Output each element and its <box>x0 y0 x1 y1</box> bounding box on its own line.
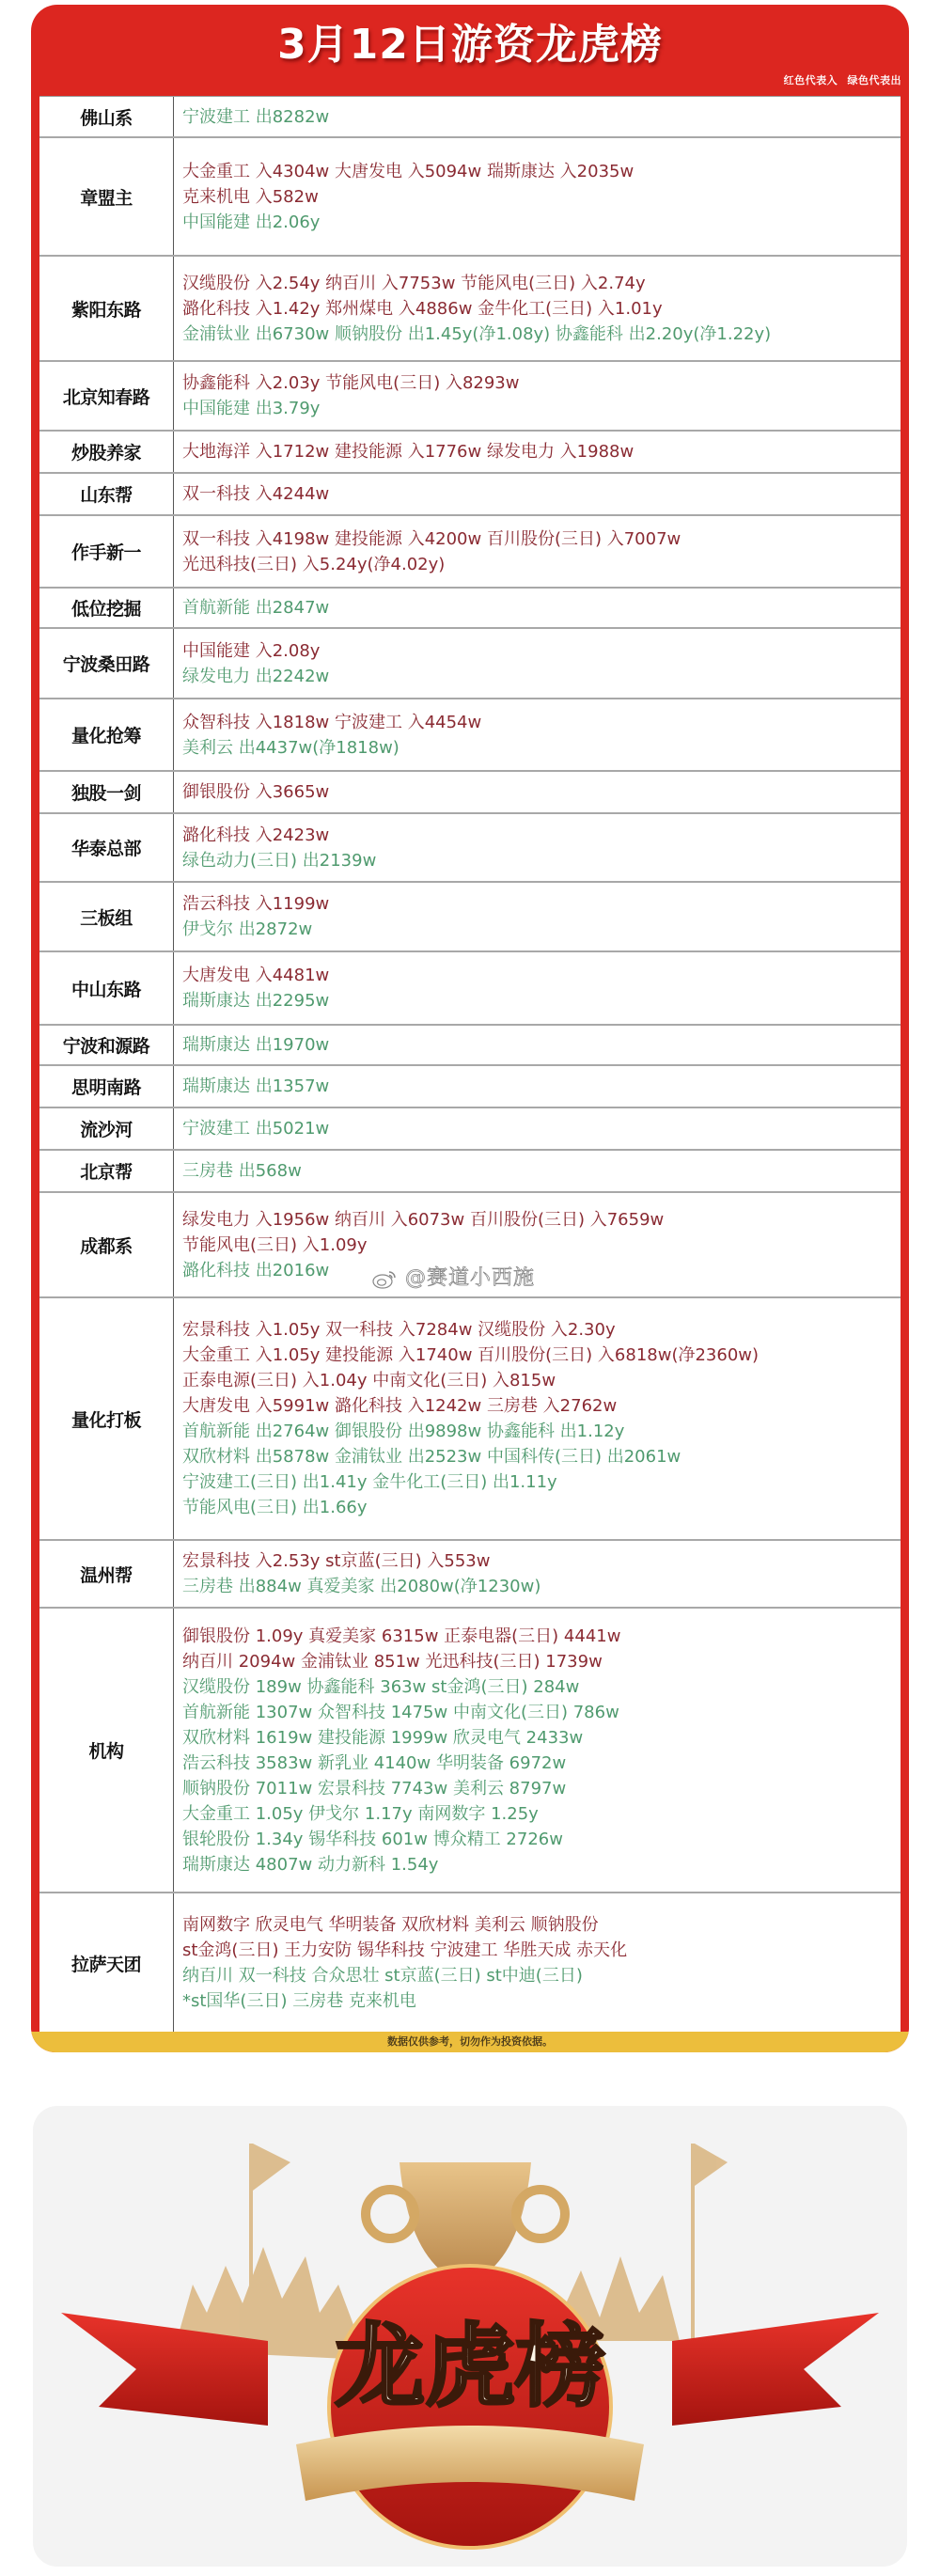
trader-group-label: 拉萨天团 <box>39 1893 174 2033</box>
sell-entry: 金浦钛业 出6730w 顺钠股份 出1.45y(净1.08y) 协鑫能科 出2.20y(净1.22y) <box>182 323 772 344</box>
sell-entry: 潞化科技 出2016w <box>182 1260 330 1280</box>
trade-list <box>174 883 901 950</box>
buy-entry: 大金重工 入4304w 大唐发电 入5094w 瑞斯康达 入2035w <box>182 161 634 181</box>
sell-entry: 绿发电力 出2242w <box>182 666 330 686</box>
buy-entry: 光迅科技(三日) 入5.24y(净4.02y) <box>182 554 446 574</box>
table-row <box>39 629 901 699</box>
sell-entry: 汉缆股份 189w 协鑫能科 363w st金鸿(三日) 284w <box>182 1676 580 1697</box>
trade-list <box>174 699 901 770</box>
sell-entry: 顺钠股份 7011w 宏景科技 7743w 美利云 8797w <box>182 1778 567 1798</box>
buy-entry: 节能风电(三日) 入1.09y <box>182 1234 368 1255</box>
table-row <box>39 699 901 772</box>
sell-entry: 节能风电(三日) 出1.66y <box>182 1498 368 1517</box>
buy-entry: 中国能建 入2.08y <box>182 640 321 661</box>
buy-entry: 潞化科技 入2423w <box>182 825 330 845</box>
trader-group-label: 华泰总部 <box>39 814 174 881</box>
trader-group-label: 思明南路 <box>39 1066 174 1107</box>
table-row <box>39 1066 901 1108</box>
table-row <box>39 1298 901 1541</box>
trade-list <box>174 1151 901 1191</box>
sell-entry: 浩云科技 3583w 新乳业 4140w 华明装备 6972w <box>182 1752 567 1773</box>
buy-entry: 纳百川 2094w 金浦钛业 851w 光迅科技(三日) 1739w <box>182 1651 603 1672</box>
trader-group-label: 山东帮 <box>39 474 174 514</box>
buy-entry: 宏景科技 入1.05y 双一科技 入7284w 汉缆股份 入2.30y <box>182 1320 616 1340</box>
trade-list <box>174 589 901 627</box>
sell-entry: 宁波建工(三日) 出1.41y 金牛化工(三日) 出1.11y <box>182 1472 557 1492</box>
trader-group-label: 机构 <box>39 1609 174 1892</box>
sell-entry: 首航新能 出2847w <box>182 598 330 618</box>
table-row <box>39 1541 901 1609</box>
buy-entry: 大唐发电 入4481w <box>182 966 330 985</box>
table-row <box>39 952 901 1026</box>
buy-entry: 大地海洋 入1712w 建投能源 入1776w 绿发电力 入1988w <box>182 442 634 462</box>
trader-group-label: 流沙河 <box>39 1108 174 1149</box>
trader-group-label: 紫阳东路 <box>39 257 174 360</box>
sell-entry: 双欣材料 1619w 建投能源 1999w 欣灵电气 2433w <box>182 1727 584 1748</box>
color-legend <box>784 72 901 87</box>
table-row <box>39 138 901 257</box>
table-row <box>39 1893 901 2034</box>
trader-table <box>39 96 901 2034</box>
trophy-ribbon-illustration <box>33 2106 907 2567</box>
trade-list <box>174 1541 901 1607</box>
trade-list <box>174 814 901 881</box>
buy-entry: 众智科技 入1818w 宁波建工 入4454w <box>182 712 482 732</box>
trade-list <box>174 432 901 472</box>
trader-group-label: 成都系 <box>39 1193 174 1296</box>
trade-list <box>174 257 901 360</box>
table-row <box>39 97 901 138</box>
sell-entry: 三房巷 出884w 真爱美家 出2080w(净1230w) <box>182 1577 541 1596</box>
trader-group-label: 章盟主 <box>39 138 174 255</box>
trader-group-label: 宁波桑田路 <box>39 629 174 698</box>
buy-entry: 绿发电力 入1956w 纳百川 入6073w 百川股份(三日) 入7659w <box>182 1209 665 1230</box>
sell-entry: 中国能建 出3.79y <box>182 399 321 418</box>
trade-list <box>174 362 901 430</box>
sell-entry: 瑞斯康达 4807w 动力新科 1.54y <box>182 1854 439 1875</box>
table-row <box>39 883 901 952</box>
sell-entry: 伊戈尔 出2872w <box>182 919 313 939</box>
table-row <box>39 1108 901 1151</box>
sell-entry: 银轮股份 1.34y 锡华科技 601w 博众精工 2726w <box>182 1829 563 1849</box>
trader-group-label: 温州帮 <box>39 1541 174 1607</box>
trade-list <box>174 474 901 514</box>
sell-entry: 瑞斯康达 出1357w <box>182 1076 330 1096</box>
table-row <box>39 814 901 883</box>
buy-entry: 浩云科技 入1199w <box>182 894 330 914</box>
buy-entry: 御银股份 入3665w <box>182 782 330 802</box>
sell-entry: 宁波建工 出8282w <box>182 106 330 127</box>
trade-list <box>174 516 901 587</box>
table-row <box>39 516 901 589</box>
sell-entry: 宁波建工 出5021w <box>182 1119 330 1139</box>
buy-entry: 双一科技 入4198w 建投能源 入4200w 百川股份(三日) 入7007w <box>182 528 682 549</box>
buy-entry: 协鑫能科 入2.03y 节能风电(三日) 入8293w <box>182 373 520 393</box>
dragon-tiger-board <box>31 5 909 2052</box>
watermark-text: @赛道小西施 <box>405 1266 536 1290</box>
sell-entry: 大金重工 1.05y 伊戈尔 1.17y 南网数字 1.25y <box>182 1803 539 1824</box>
table-row <box>39 257 901 362</box>
weibo-icon <box>371 1268 398 1289</box>
trader-group-label: 中山东路 <box>39 952 174 1024</box>
table-row <box>39 474 901 516</box>
trade-list <box>174 1193 901 1296</box>
buy-entry: 大唐发电 入5991w 潞化科技 入1242w 三房巷 入2762w <box>182 1396 618 1416</box>
sell-entry: 美利云 出4437w(净1818w) <box>182 737 400 758</box>
sell-entry: 瑞斯康达 出2295w <box>182 991 330 1011</box>
trade-list <box>174 1609 901 1892</box>
sell-entry: 绿色动力(三日) 出2139w <box>182 850 377 871</box>
trade-list <box>174 1026 901 1064</box>
trade-list <box>174 97 901 136</box>
table-row <box>39 432 901 474</box>
trader-group-label: 佛山系 <box>39 97 174 136</box>
table-row <box>39 1609 901 1893</box>
buy-entry: 宏景科技 入2.53y st京蓝(三日) 入553w <box>182 1551 491 1571</box>
sell-entry: 纳百川 双一科技 合众思壮 st京蓝(三日) st中迪(三日) <box>182 1966 583 1986</box>
trader-group-label: 低位挖掘 <box>39 589 174 627</box>
trader-group-label: 独股一剑 <box>39 772 174 812</box>
sell-entry: *st国华(三日) 三房巷 克来机电 <box>182 1991 416 2011</box>
buy-entry: 南网数字 欣灵电气 华明装备 双欣材料 美利云 顺钠股份 <box>182 1915 599 1935</box>
disclaimer-footer: 数据仅供参考，切勿作为投资依据。 <box>31 2032 909 2052</box>
buy-entry: 潞化科技 入1.42y 郑州煤电 入4886w 金牛化工(三日) 入1.01y <box>182 298 663 319</box>
banner-title: 龙虎榜 <box>335 2314 605 2419</box>
trade-list <box>174 1893 901 2033</box>
buy-entry: 大金重工 入1.05y 建投能源 入1740w 百川股份(三日) 入6818w(净2360w) <box>182 1345 760 1365</box>
sell-entry: 中国能建 出2.06y <box>182 212 321 232</box>
trade-list <box>174 952 901 1024</box>
dragon-tiger-banner-image <box>33 2106 907 2567</box>
table-row <box>39 1151 901 1193</box>
trade-list <box>174 629 901 698</box>
buy-entry: 正泰电源(三日) 入1.04y 中南文化(三日) 入815w <box>182 1371 556 1390</box>
trade-list <box>174 1108 901 1149</box>
buy-entry: 御银股份 1.09y 真爱美家 6315w 正泰电器(三日) 4441w <box>182 1626 621 1646</box>
sell-entry: 首航新能 1307w 众智科技 1475w 中南文化(三日) 786w <box>182 1702 619 1722</box>
page-title: 3月12日游资龙虎榜 <box>277 21 663 69</box>
trade-list <box>174 1066 901 1107</box>
trader-group-label: 炒股养家 <box>39 432 174 472</box>
trader-group-label: 量化抢筹 <box>39 699 174 770</box>
table-row <box>39 589 901 629</box>
legend-in: 红色代表入 <box>783 74 838 86</box>
trader-group-label: 量化打板 <box>39 1298 174 1539</box>
trade-list <box>174 138 901 255</box>
trader-group-label: 北京帮 <box>39 1151 174 1191</box>
buy-entry: 汉缆股份 入2.54y 纳百川 入7753w 节能风电(三日) 入2.74y <box>182 273 646 293</box>
trade-list <box>174 1298 901 1539</box>
buy-entry: 克来机电 入582w <box>182 186 319 207</box>
watermark <box>371 1262 535 1291</box>
sell-entry: 首航新能 出2764w 御银股份 出9898w 协鑫能科 出1.12y <box>182 1422 625 1441</box>
sell-entry: 瑞斯康达 出1970w <box>182 1035 330 1055</box>
buy-entry: 双一科技 入4244w <box>182 484 330 504</box>
legend-out: 绿色代表出 <box>847 74 901 86</box>
sell-entry: 双欣材料 出5878w 金浦钛业 出2523w 中国科传(三日) 出2061w <box>182 1447 682 1467</box>
sell-entry: 三房巷 出568w <box>182 1161 302 1181</box>
trader-group-label: 作手新一 <box>39 516 174 587</box>
trader-group-label: 三板组 <box>39 883 174 950</box>
trader-group-label: 宁波和源路 <box>39 1026 174 1064</box>
table-row <box>39 1026 901 1066</box>
trade-list <box>174 772 901 812</box>
table-row <box>39 772 901 814</box>
buy-entry: st金鸿(三日) 王力安防 锡华科技 宁波建工 华胜天成 赤天化 <box>182 1940 628 1960</box>
trader-group-label: 北京知春路 <box>39 362 174 430</box>
table-row <box>39 362 901 432</box>
